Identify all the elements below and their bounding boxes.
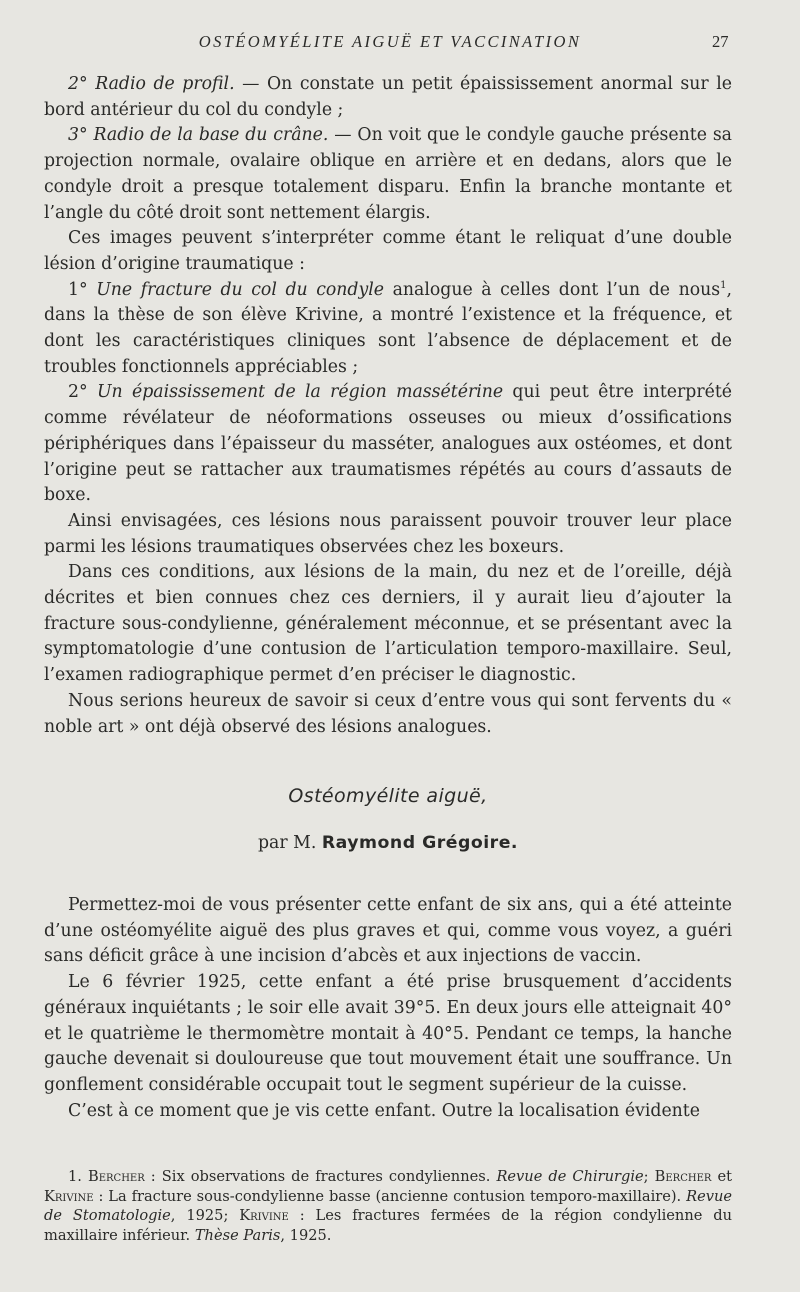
footnote-text: : La fracture sous-condylienne basse (ancienne contusion temporo-maxillaire). bbox=[93, 1187, 687, 1205]
paragraph-interpretation: Ces images peuvent s’interpréter comme étant le reliquat d’une double lésion d’origine traumatique : bbox=[44, 228, 732, 274]
paragraph-text: — On voit que le condyle gauche présente sa projection normale, ovalaire oblique en arrière et en dedans, alors que le condyle droit a presque totalement disparu. Enfin la branche montante et l’angle du côté droit sont nettement élargis. bbox=[44, 125, 732, 223]
running-title: OSTÉOMYÉLITE AIGUË ET VACCINATION bbox=[198, 32, 582, 51]
item-label: 2° Radio de profil. bbox=[68, 74, 235, 94]
footnote-author: Bercher bbox=[654, 1168, 712, 1185]
paragraph-presentation: Permettez-moi de vous présenter cette enfant de six ans, qui a été atteinte d’une ostéomyélite aiguë des plus graves et qui, comme vous voyez, a guéri sans déficit grâce à une incision d’abcès et aux injections de vaccin. bbox=[44, 895, 732, 967]
lower-text-block bbox=[44, 893, 732, 1124]
footnote-author: Bercher bbox=[87, 1168, 145, 1185]
paragraph-observation: C’est à ce moment que je vis cette enfant. Outre la localisation évidente bbox=[68, 1100, 700, 1121]
paragraph-text: — On constate un petit épaississement anormal sur le bord antérieur du col du condyle ; bbox=[44, 74, 732, 120]
section-title: Ostéomyélite aiguë, bbox=[288, 785, 488, 807]
footnote-text: et bbox=[711, 1168, 732, 1185]
footnote-journal: Revue de Stomatologie bbox=[44, 1187, 732, 1225]
paragraph-boxeurs: Ainsi envisagées, ces lésions nous paraissent pouvoir trouver leur place parmi les lésions traumatiques observées chez les boxeurs. bbox=[44, 510, 732, 557]
paragraph-history: Le 6 février 1925, cette enfant a été prise brusquement d’accidents généraux inquiétants ; le soir elle avait 39°5. En deux jours elle atteignait 40° et le quatrième le thermomètre montait à 40°5. Pendant ce temps, la hanche gauche devenait si douloureuse que tout mouvement était une souffrance. Un gonflement considérable occupait tout le segment supérieur de la cuisse. bbox=[44, 972, 732, 1095]
footnote-author: Krivine bbox=[239, 1207, 289, 1225]
paragraph-radio-base-crane bbox=[44, 123, 732, 226]
footnote-text: , 1925; bbox=[170, 1207, 240, 1225]
item-label: Une fracture du col du condyle bbox=[96, 279, 385, 300]
paragraph-text: qui peut être interprété comme révélateur de néoformations osseuses ou mieux d’ossifications périphériques dans l’épaisseur du masséter, analogues aux ostéomes, et dont l’origine peut se rattacher aux traumatismes répétés au cours d’assauts de boxe. bbox=[44, 382, 732, 506]
footnote-marker: 1 bbox=[720, 279, 727, 291]
footnote-text: : Les fractures fermées de la région condylienne du maxillaire inférieur. bbox=[44, 1207, 732, 1244]
author-name: Raymond Grégoire. bbox=[321, 833, 518, 853]
item-number: 1° bbox=[68, 279, 97, 300]
item-label: Un épaississement de la région massétérine bbox=[96, 382, 504, 403]
footnote-author: Krivine bbox=[44, 1187, 94, 1205]
paragraph-noble-art: Nous serions heureux de savoir si ceux d’entre vous qui sont fervents du « noble art » ont déjà observé des lésions analogues. bbox=[44, 690, 732, 737]
footnote-journal: Thèse Paris bbox=[194, 1226, 281, 1244]
footnote-block bbox=[44, 1167, 732, 1245]
byline bbox=[44, 833, 732, 853]
footnote-text: ; bbox=[643, 1168, 655, 1185]
paragraph-epaississement bbox=[44, 380, 732, 509]
byline-prefix: par M. bbox=[258, 833, 322, 853]
footnote-number: 1. bbox=[68, 1168, 88, 1185]
footnote-text: : Six observations de fractures condyliennes. bbox=[144, 1168, 497, 1185]
paragraph-text: analogue à celles dont l’un de nous bbox=[384, 279, 721, 300]
paragraph-text: , dans la thèse de son élève Krivine, a montré l’existence et la fréquence, et dont les caractéristiques cliniques sont l’absence de déplacement et de troubles fonctionnels appréciables ; bbox=[44, 279, 733, 377]
footnote-journal: Revue de Chirurgie bbox=[496, 1168, 644, 1185]
footnote-text: , 1925. bbox=[280, 1226, 332, 1244]
paragraph-fracture bbox=[44, 278, 732, 381]
item-number: 2° bbox=[68, 382, 97, 403]
upper-text-block bbox=[44, 72, 732, 740]
page-number: 27 bbox=[712, 32, 729, 51]
item-label: 3° Radio de la base du crâne. bbox=[68, 125, 329, 146]
paragraph-radio-profil bbox=[44, 72, 732, 123]
footnote bbox=[44, 1167, 732, 1245]
paragraph-conditions: Dans ces conditions, aux lésions de la main, du nez et de l’oreille, déjà décrites et bien connues chez ces derniers, il y aurait lieu d’ajouter la fracture sous-condylienne, généralement méconnue, et se présentant avec la symptomatologie d’une contusion de l’articulation temporo-maxillaire. Seul, l’examen radiographique permet d’en préciser le diagnostic. bbox=[44, 562, 732, 686]
